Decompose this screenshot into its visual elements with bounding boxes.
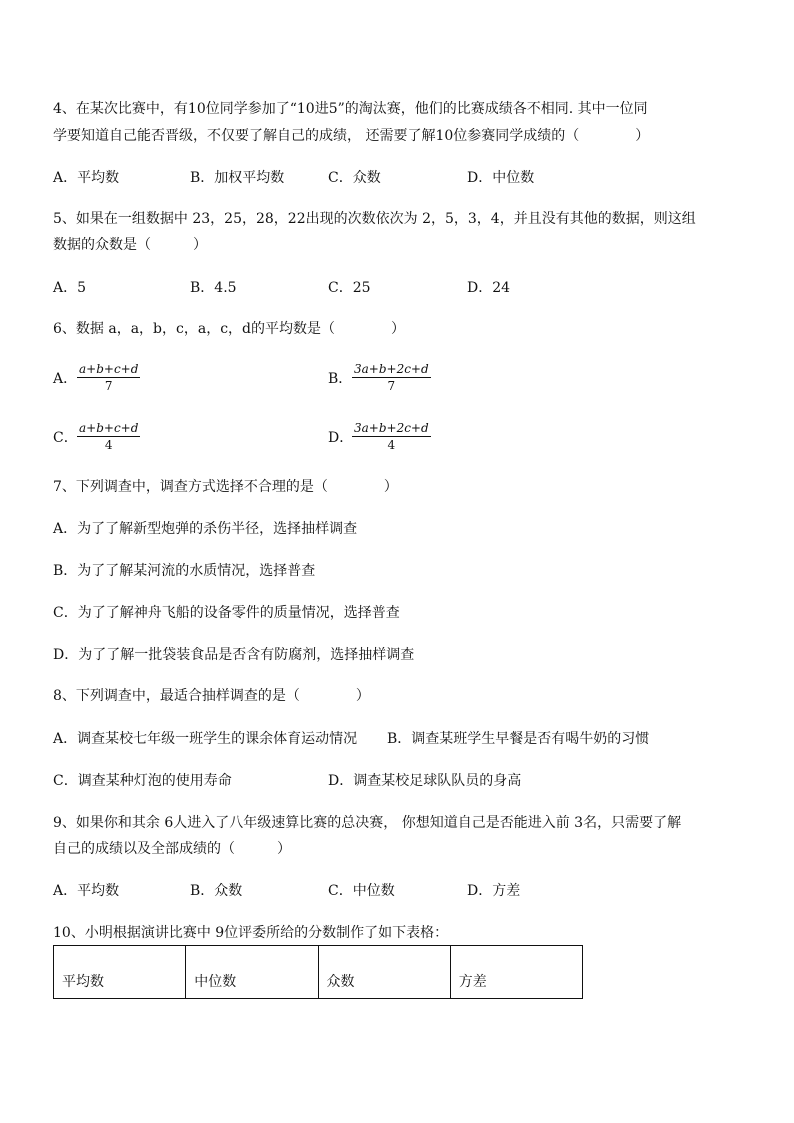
q6-option-b-denominator: 7 [387,379,396,393]
q7-option-d: D．为了了解一批袋装食品是否含有防腐剂，选择抽样调查 [53,647,415,663]
q6-option-b-numerator: 3a+b+2c+d [354,362,429,376]
q5-option-a: A．5 [53,280,87,296]
q6-option-b-label: B． [328,371,353,387]
q6-option-c-label: C． [53,430,78,446]
q8-option-d: D．调查某校足球队队员的身高 [328,773,522,789]
q8-option-c: C．调查某种灯泡的使用寿命 [53,773,232,789]
score-table [53,945,583,999]
q7-option-b: B．为了了解某河流的水质情况，选择普查 [53,563,316,579]
q6-stem: 6、数据 a，a，b，c，a，c，d的平均数是（ ） [53,321,406,337]
q4-option-d: D．中位数 [467,170,535,186]
q7-option-a: A．为了了解新型炮弹的杀伤半径，选择抽样调查 [53,521,358,537]
q6-option-b-fraction [352,362,431,393]
q6-option-a-numerator: a+b+c+d [79,362,139,376]
q8-option-b: B．调查某班学生早餐是否有喝牛奶的习惯 [387,731,650,747]
q6-option-c-fraction [77,421,140,452]
q4-stem-line1: 4、在某次比赛中，有10位同学参加了“10进5”的淘汰赛，他们的比赛成绩各不相同. 其中一位同 [53,101,648,117]
q5-stem-line2: 数据的众数是（ ） [53,237,207,253]
table-header-cell: 众数 [318,946,450,999]
q8-stem: 8、下列调查中，最适合抽样调查的是（ ） [53,688,370,704]
q5-stem-line1: 5、如果在一组数据中 23，25，28，22出现的次数依次为 2，5，3，4，并且没有其他的数据，则这组 [53,211,696,227]
q5-option-d: D．24 [467,280,511,296]
q6-option-a-denominator: 7 [104,379,113,393]
q6-option-d-numerator: 3a+b+2c+d [354,421,429,435]
q6-option-d-fraction [352,421,431,452]
q9-option-d: D．方差 [467,883,521,899]
q5-option-b: B．4.5 [190,280,237,296]
q6-option-a-label: A． [53,371,78,387]
table-header-cell: 中位数 [186,946,318,999]
q6-option-d-denominator: 4 [387,438,396,452]
q9-stem-line2: 自己的成绩以及全部成绩的（ ） [53,841,291,857]
q10-stem: 10、小明根据演讲比赛中 9位评委所给的分数制作了如下表格： [53,925,449,941]
q9-option-b: B．众数 [190,883,243,899]
table-row [54,946,583,999]
table-header-cell: 平均数 [54,946,186,999]
q4-option-b: B．加权平均数 [190,170,285,186]
q5-option-c: C．25 [328,280,371,296]
q6-option-c-denominator: 4 [104,438,113,452]
q4-stem-line2: 学要知道自己能否晋级，不仅要了解自己的成绩， 还需要了解10位参赛同学成绩的（ ） [53,128,650,144]
q9-stem-line1: 9、如果你和其余 6人进入了八年级速算比赛的总决赛， 你想知道自己是否能进入前 3名，只需要了解 [53,815,682,831]
table-header-cell: 方差 [450,946,582,999]
q6-option-c-numerator: a+b+c+d [79,421,139,435]
q8-option-a: A．调查某校七年级一班学生的课余体育运动情况 [53,731,358,747]
q4-option-c: C．众数 [328,170,381,186]
q7-option-c: C．为了了解神舟飞船的设备零件的质量情况，选择普查 [53,605,400,621]
q6-option-d-label: D． [328,430,354,446]
q4-option-a: A．平均数 [53,170,120,186]
q9-option-c: C．中位数 [328,883,395,899]
q6-option-a-fraction [77,362,140,393]
q9-option-a: A．平均数 [53,883,120,899]
q7-stem: 7、下列调查中，调查方式选择不合理的是（ ） [53,479,398,495]
